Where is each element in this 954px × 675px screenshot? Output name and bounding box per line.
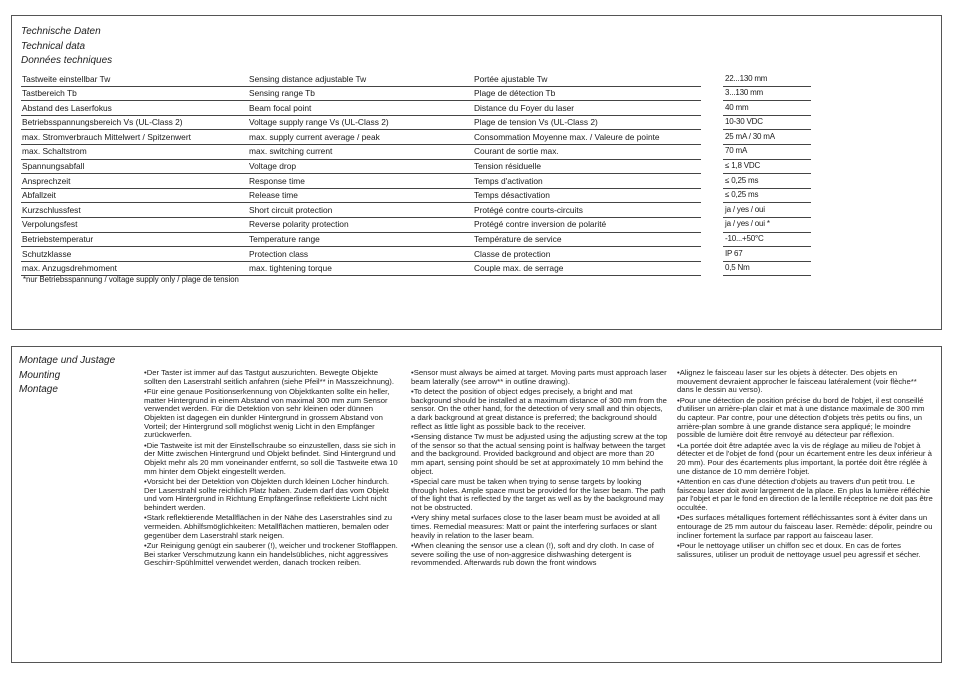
spec-label-de: Tastweite einstellbar Tw xyxy=(22,73,111,84)
paragraph: •Attention en cas d'une détection d'objets au travers d'un petit trou. Le faisceau laser doit avoir largement de la place. En plus la lumière réfléchie par l'objet et par le fond en direction de la lentille réceptrice ne doit pas être occultée. xyxy=(677,476,933,513)
table-row xyxy=(21,101,701,116)
paragraph: •Für eine genaue Positionserkennung von Objektkanten sollte ein heller, matter Hintergrund in einem Abstand von maximal 300 mm zum Sensor verwendet werden. Für die Detektion von sehr kleinen oder dünnen Objekten ist dagegen ein dunkler Hintergrund in grossem Abstand von Vorteil; der Hintergrund soll möglichst wenig Licht in den Empfänger zurückwerfen. xyxy=(144,386,390,440)
title-fr: Données techniques xyxy=(21,55,113,66)
value-row xyxy=(723,72,811,87)
value-row xyxy=(723,101,811,116)
value-row xyxy=(723,247,811,262)
spec-value: ≤ 1,8 VDC xyxy=(725,161,761,171)
paragraph: •Vorsicht bei der Detektion von Objekten durch kleinen Löcher hindurch. Der Laserstrahl sollte reichlich Platz haben. Zudem darf das vom Objekt und vom Hintergrund in Richtung Empfängerlinse reflektierte Licht nicht behindert werden. xyxy=(144,476,389,513)
spec-table xyxy=(21,72,701,276)
mounting-text-de xyxy=(144,369,402,569)
spec-label-de: max. Schaltstrom xyxy=(22,146,87,157)
spec-value: ≤ 0,25 ms xyxy=(725,175,759,185)
paragraph: •Der Taster ist immer auf das Tastgut auszurichten. Bewegte Objekte sollten den Laserstrahl seitlich anfahren (siehe Pfeil** in Masszeichnung). xyxy=(144,368,394,386)
footnote: *nur Betriebsspannung / voltage supply only / plage de tension xyxy=(23,275,239,284)
table-row xyxy=(21,189,701,204)
paragraph: •Very shiny metal surfaces close to the laser beam must be avoided at all times. Remedial measures: Matt or paint the interfering surfaces or slant heavily in relation to the laser beam. xyxy=(411,513,660,540)
spec-label-fr: Température de service xyxy=(474,234,562,245)
spec-value: IP 67 xyxy=(725,248,743,258)
spec-value: 0,5 Nm xyxy=(725,263,750,273)
spec-label-fr: Portée ajustable Tw xyxy=(474,73,548,84)
value-row xyxy=(723,189,811,204)
spec-value: ja / yes / oui xyxy=(725,204,765,214)
spec-label-en: Release time xyxy=(249,190,298,201)
paragraph: •To detect the position of object edges precisely, a bright and mat background should be installed at a maximum distance of 300 mm from the sensor. On the other hand, for the detection of very small and thin objects, a dark background at great distance is preferred; the background should reflect as little light as possible back to the receiver. xyxy=(411,386,667,431)
table-row xyxy=(21,218,701,233)
value-row xyxy=(723,262,811,277)
title-de: Technische Daten xyxy=(21,26,101,37)
table-row xyxy=(21,145,701,160)
spec-label-fr: Temps désactivation xyxy=(474,190,550,201)
spec-label-de: Abstand des Laserfokus xyxy=(22,102,112,113)
table-row xyxy=(21,203,701,218)
spec-value: 22...130 mm xyxy=(725,73,768,83)
table-row xyxy=(21,174,701,189)
paragraph: •Sensor must always be aimed at target. Moving parts must approach laser beam laterally (see arrow** in outline drawing). xyxy=(411,368,667,386)
spec-label-de: Betriebstemperatur xyxy=(22,234,94,245)
mounting-text-en xyxy=(411,369,668,569)
spec-label-fr: Classe de protection xyxy=(474,248,551,259)
technical-data-titles xyxy=(21,25,112,69)
value-row xyxy=(723,218,811,233)
spec-label-fr: Distance du Foyer du laser xyxy=(474,102,575,113)
paragraph: •Zur Reinigung genügt ein sauberer (!), weicher und trockener Stofflappen. Bei starker Verschmutzung kann ein handelsübliches, nicht aggressives Geschirr-Spühlmittel verwendet werden, danach trocken reiben. xyxy=(144,540,398,568)
paragraph: •Des surfaces métalliques fortement réfléchissantes sont à éviter dans un entourage de 25 mm autour du faisceau laser. Remède: dépolir, peindre ou incliner fortement la surface par rapport au faisceau laser. xyxy=(677,513,933,540)
paragraph: •Special care must be taken when trying to sense targets by looking through holes. Ample space must be provided for the laser beam. The path of the light that is reflected by the target as well as by the background may not be obstructed. xyxy=(411,476,666,513)
spec-label-fr: Plage de tension Vs (UL-Class 2) xyxy=(474,117,598,128)
spec-value: 3...130 mm xyxy=(725,88,764,98)
spec-label-en: Sensing range Tb xyxy=(249,88,315,99)
spec-value: 70 mA xyxy=(725,146,748,156)
spec-values xyxy=(723,72,811,276)
paragraph: •Sensing distance Tw must be adjusted using the adjusting screw at the top of the sensor so that the actual sensing point is halfway between the target and the background. Provided background and object are more than 20 mm apart, sensing point should be set at approximately 10 mm behind the object. xyxy=(411,431,668,476)
table-row xyxy=(21,87,701,102)
title-fr: Montage xyxy=(19,384,58,395)
spec-label-de: max. Stromverbrauch Mittelwert / Spitzenwert xyxy=(22,131,191,142)
paragraph: •Alignez le faisceau laser sur les objets à détecter. Des objets en mouvement devraient approcher le faisceau latéralement (voir flèche** dans le dessin au verso). xyxy=(677,368,917,395)
spec-label-de: Betriebsspannungsbereich Vs (UL-Class 2) xyxy=(22,117,183,128)
paragraph: •La portée doit être adaptée avec la vis de réglage au milieu de l'objet à détecter et de l'objet de fond (pour un écartement entre les deux inférieur à 20 mm). Pour des écartements plus important, la portée doit être réglée à une distance de 10 mm derrière l'objet. xyxy=(677,440,932,476)
spec-label-en: max. switching current xyxy=(249,146,333,157)
spec-label-en: max. supply current average / peak xyxy=(249,131,380,142)
spec-label-en: Temperature range xyxy=(249,234,320,245)
spec-value: 25 mA / 30 mA xyxy=(725,131,775,141)
value-row xyxy=(723,174,811,189)
spec-value: ja / yes / oui * xyxy=(725,219,770,229)
table-row xyxy=(21,233,701,248)
spec-label-en: Reverse polarity protection xyxy=(249,219,349,230)
spec-label-de: max. Anzugsdrehmoment xyxy=(22,263,117,274)
table-row xyxy=(21,116,701,131)
spec-label-de: Kurzschlussfest xyxy=(22,204,81,215)
table-row xyxy=(21,247,701,262)
spec-label-de: Tastbereich Tb xyxy=(22,88,77,99)
value-row xyxy=(723,233,811,248)
value-row xyxy=(723,160,811,175)
title-en: Technical data xyxy=(21,40,86,52)
table-row xyxy=(21,130,701,145)
spec-label-en: Protection class xyxy=(249,248,309,259)
spec-label-fr: Consommation Moyenne max. / Valeure de pointe xyxy=(474,131,660,142)
spec-label-fr: Tension résiduelle xyxy=(474,161,542,172)
spec-label-fr: Temps d'activation xyxy=(474,175,543,186)
title-de: Montage und Justage xyxy=(19,355,116,366)
spec-label-en: Short circuit protection xyxy=(249,204,333,215)
value-row xyxy=(723,203,811,218)
spec-label-en: Sensing distance adjustable Tw xyxy=(249,73,367,84)
paragraph: •When cleaning the sensor use a clean (!), soft and dry cloth. In case of severe soiling the use of non-aggresice dishwashing detergent is revommended. Afterwards rub down the front windows xyxy=(411,540,654,568)
table-row xyxy=(21,72,701,87)
spec-value: ≤ 0,25 ms xyxy=(725,190,759,200)
spec-value: 40 mm xyxy=(725,102,749,112)
spec-label-fr: Protégé contre courts-circuits xyxy=(474,204,583,215)
spec-label-fr: Protégé contre inversion de polarité xyxy=(474,219,607,230)
spec-label-de: Abfallzeit xyxy=(22,190,56,201)
spec-label-de: Ansprechzeit xyxy=(22,175,71,186)
value-row xyxy=(723,130,811,145)
spec-label-en: Beam focal point xyxy=(249,102,312,113)
paragraph: •Stark reflektierende Metallflächen in der Nähe des Laserstrahles sind zu vermeiden. Abhilfsmöglichkeiten: Metallflächen mattieren, bemalen oder gegenüber dem Laserstrahl stark neigen. xyxy=(144,513,392,540)
spec-label-de: Schutzklasse xyxy=(22,248,72,259)
paragraph: •Die Tastweite ist mit der Einstellschraube so einzustellen, dass sie sich in der Mitte zwischen Hintergrund und Objekt befindet. Sind Hintergrund und Objekt mehr als 20 mm voneinander entfernt, so soll die Tastweite etwa 10 mm hinter dem Objekt eingestellt werden. xyxy=(144,440,398,476)
paragraph: •Pour le nettoyage utiliser un chiffon sec et doux. En cas de fortes salissures, utiliser un produit de nettoyage usuel peu agressif et sécher. xyxy=(677,540,921,559)
value-row xyxy=(723,87,811,102)
mounting-titles xyxy=(19,354,115,398)
spec-value: 10-30 VDC xyxy=(725,117,763,127)
spec-value: -10...+50°C xyxy=(725,234,764,244)
title-en: Mounting xyxy=(19,369,61,381)
spec-label-fr: Plage de détection Tb xyxy=(474,88,556,99)
value-row xyxy=(723,116,811,131)
spec-label-en: max. tightening torque xyxy=(249,263,332,274)
paragraph: •Pour une détection de position précise du bord de l'objet, il est conseillé d'utiliser un arrière-plan clair et mat à une distance maximale de 300 mm du capteur. Par contre, pour une détection d'objets très petits ou fins, un arrière-plan sombre à une grande distance sera appliqué; le moindre possible de lumière doit être renvoyé au détecteur par réflexion. xyxy=(677,395,925,440)
spec-label-fr: Courant de sortie max. xyxy=(474,146,559,157)
spec-label-en: Response time xyxy=(249,175,305,186)
spec-label-en: Voltage drop xyxy=(249,161,297,172)
spec-label-fr: Couple max. de serrage xyxy=(474,263,564,274)
table-row xyxy=(21,160,701,175)
spec-label-de: Spannungsabfall xyxy=(22,161,85,172)
spec-label-de: Verpolungsfest xyxy=(22,219,78,230)
value-row xyxy=(723,145,811,160)
mounting-text-fr xyxy=(677,369,933,561)
spec-label-en: Voltage supply range Vs (UL-Class 2) xyxy=(249,117,389,128)
